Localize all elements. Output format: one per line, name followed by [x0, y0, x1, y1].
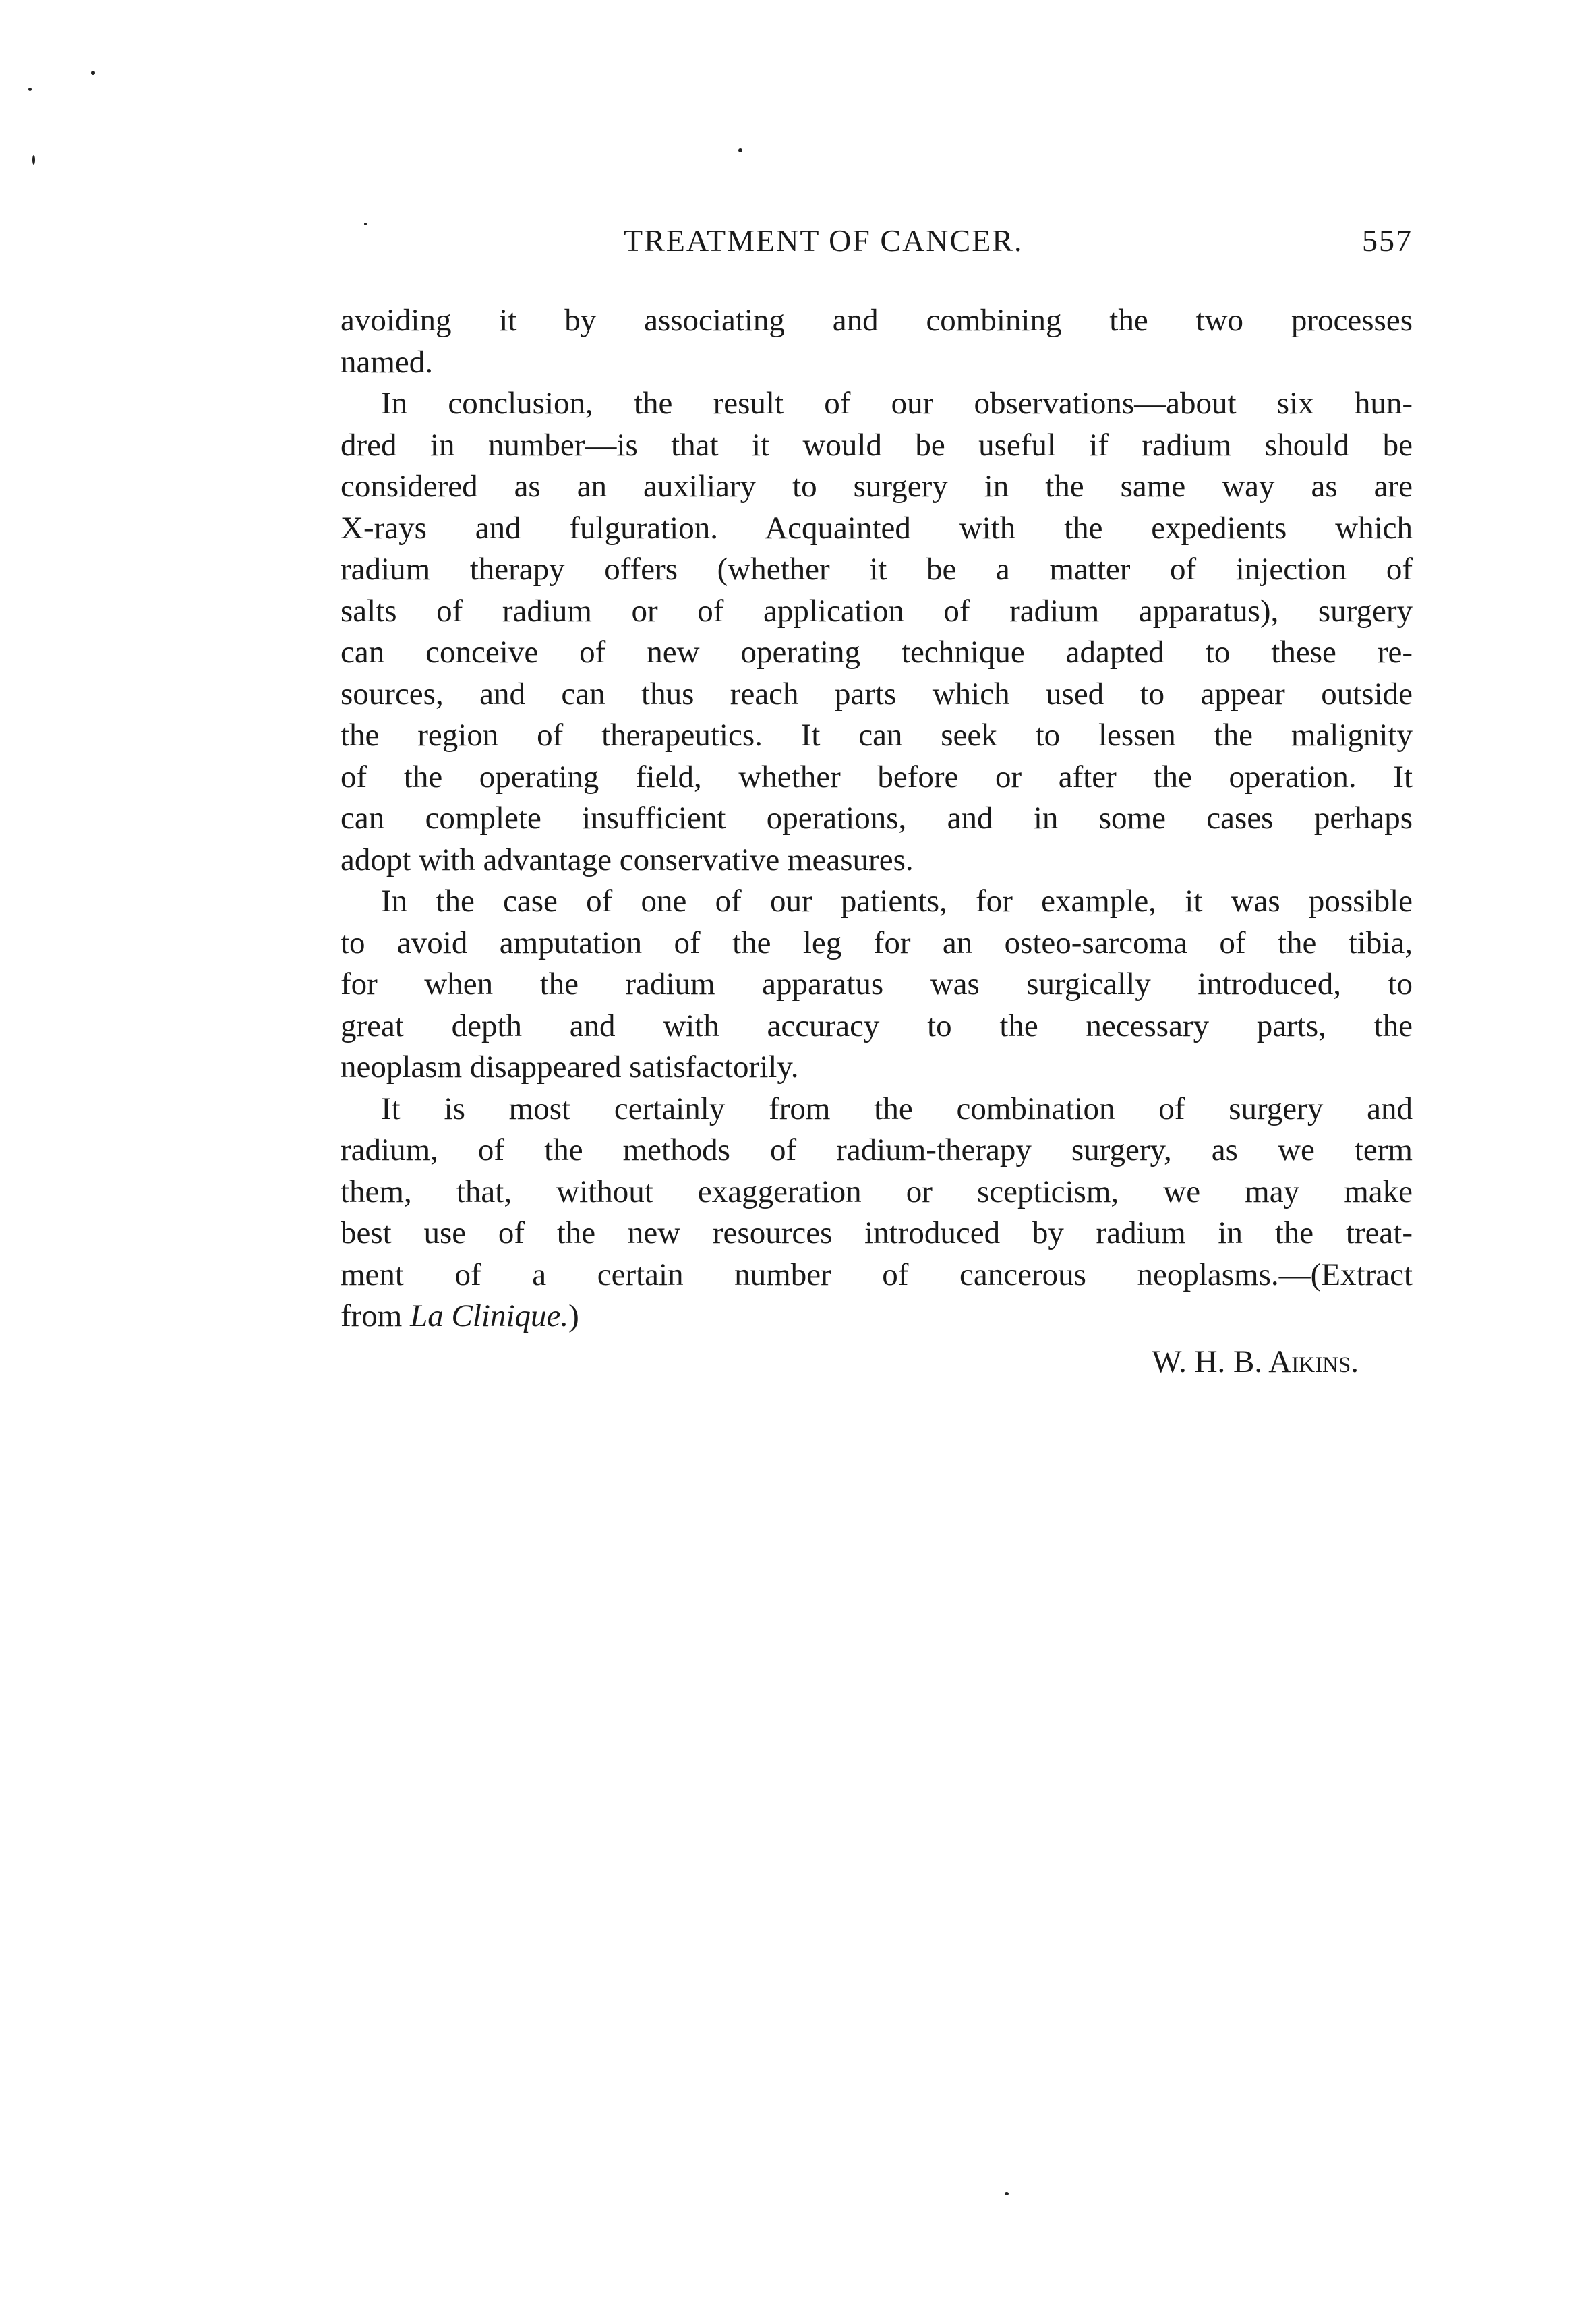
- scan-speck: [28, 88, 32, 91]
- text-line: neoplasm disappeared satisfactorily.: [341, 1049, 799, 1085]
- text-line: X-rays and fulguration. Acquainted with the expedients which: [341, 510, 1413, 546]
- running-head: [341, 223, 1413, 270]
- text-line: radium, of the methods of radium-therapy surgery, as we term: [341, 1132, 1413, 1168]
- text-line: ment of a certain number of cancerous neoplasms.—(Extract: [341, 1257, 1413, 1292]
- text-line: to avoid amputation of the leg for an osteo-sarcoma of the tibia,: [341, 925, 1413, 960]
- text-line: In conclusion, the result of our observations—about six hun-: [381, 386, 1413, 421]
- text-line: avoiding it by associating and combining the two processes: [341, 303, 1413, 338]
- text-line: can conceive of new operating technique adapted to these re-: [341, 635, 1413, 670]
- text-line: [341, 1296, 1413, 1337]
- citation-source: La Clinique.: [410, 1298, 569, 1333]
- text-line: dred in number—is that it would be useful if radium should be: [341, 427, 1413, 463]
- body-text: [341, 300, 1413, 1383]
- text-line: great depth and with accuracy to the necessary parts, the: [341, 1008, 1413, 1043]
- running-title: TREATMENT OF CANCER.: [624, 223, 1024, 258]
- text-line: It is most certainly from the combination of surgery and: [381, 1091, 1413, 1126]
- scan-speck: [364, 223, 367, 225]
- text-line: for when the radium apparatus was surgically introduced, to: [341, 967, 1413, 1002]
- text-line: them, that, without exaggeration or scepticism, we may make: [341, 1174, 1413, 1209]
- text-line: of the operating field, whether before or after the operation. It: [341, 759, 1413, 795]
- scan-speck: [1005, 2192, 1009, 2195]
- scan-speck: [32, 155, 35, 165]
- scan-speck: [738, 148, 742, 152]
- text-line: In the case of one of our patients, for example, it was possible: [381, 884, 1413, 919]
- author-signature: W. H. B. Aikins.: [1152, 1344, 1359, 1379]
- citation-suffix: ): [568, 1298, 579, 1333]
- text-line: best use of the new resources introduced by radium in the treat-: [341, 1215, 1413, 1250]
- text-line: can complete insufficient operations, and in some cases perhaps: [341, 801, 1413, 836]
- text-line: the region of therapeutics. It can seek to lessen the malignity: [341, 718, 1413, 753]
- citation-prefix: from: [341, 1298, 411, 1333]
- text-line: named.: [341, 344, 434, 380]
- text-line: salts of radium or of application of radium apparatus), surgery: [341, 593, 1413, 629]
- page-number: 557: [1362, 223, 1413, 258]
- text-line: radium therapy offers (whether it be a matter of injection of: [341, 552, 1413, 587]
- text-line: considered as an auxiliary to surgery in the same way as are: [341, 469, 1413, 504]
- text-line: sources, and can thus reach parts which used to appear outside: [341, 676, 1413, 712]
- text-line: adopt with advantage conservative measures.: [341, 842, 914, 877]
- scan-speck: [91, 71, 95, 75]
